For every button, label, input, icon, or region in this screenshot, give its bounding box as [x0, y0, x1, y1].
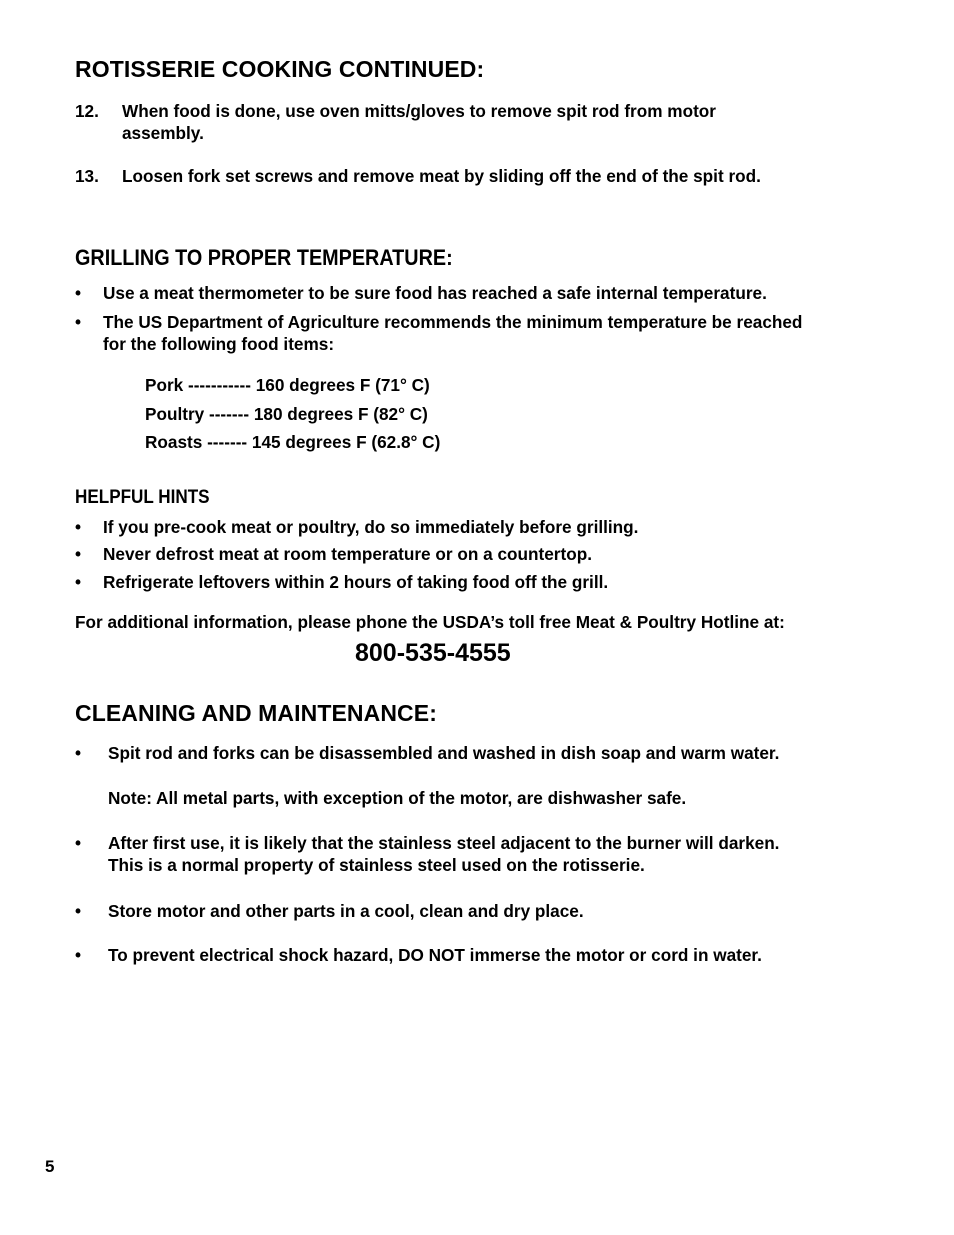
step-text: assembly. — [122, 123, 204, 143]
hotline-phone: 800-535-4555 — [355, 639, 511, 667]
bullet-text: Store motor and other parts in a cool, clean and dry place. — [108, 901, 584, 921]
bullet-text: If you pre-cook meat or poultry, do so immediately before grilling. — [103, 517, 639, 537]
bullet-icon: • — [75, 544, 82, 564]
section-title-cleaning: CLEANING AND MAINTENANCE: — [75, 700, 437, 726]
bullet-text: for the following food items: — [103, 334, 335, 354]
section-title-rotisserie: ROTISSERIE COOKING CONTINUED: — [75, 56, 485, 82]
section-title-grilling: GRILLING TO PROPER TEMPERATURE: — [75, 245, 453, 270]
bullet-icon: • — [75, 283, 82, 303]
temp-line: Poultry ------- 180 degrees F (82° C) — [145, 404, 428, 424]
note-text: Note: All metal parts, with exception of the motor, are dishwasher safe. — [108, 788, 687, 808]
bullet-icon: • — [75, 517, 82, 537]
step-number: 12. — [75, 101, 99, 121]
bullet-icon: • — [75, 945, 82, 965]
bullet-text: The US Department of Agriculture recommends the minimum temperature be reached — [103, 312, 803, 332]
bullet-text: Never defrost meat at room temperature or on a countertop. — [103, 544, 592, 564]
bullet-text: Use a meat thermometer to be sure food has reached a safe internal temperature. — [103, 283, 767, 303]
bullet-icon: • — [75, 312, 82, 332]
section-title-hints: HELPFUL HINTS — [75, 487, 210, 508]
temp-line: Pork ----------- 160 degrees F (71° C) — [145, 375, 430, 395]
temp-line: Roasts ------- 145 degrees F (62.8° C) — [145, 432, 441, 452]
bullet-icon: • — [75, 901, 82, 921]
bullet-text: Refrigerate leftovers within 2 hours of taking food off the grill. — [103, 572, 609, 592]
bullet-icon: • — [75, 743, 82, 763]
step-number: 13. — [75, 166, 99, 186]
hotline-info: For additional information, please phone the USDA’s toll free Meat & Poultry Hotline at: — [75, 612, 785, 632]
page-number: 5 — [45, 1157, 55, 1176]
step-text: When food is done, use oven mitts/gloves to remove spit rod from motor — [122, 101, 716, 121]
step-text: Loosen fork set screws and remove meat by sliding off the end of the spit rod. — [122, 166, 761, 186]
bullet-text: To prevent electrical shock hazard, DO NOT immerse the motor or cord in water. — [108, 945, 762, 965]
bullet-text: Spit rod and forks can be disassembled and washed in dish soap and warm water. — [108, 743, 780, 763]
bullet-text: After first use, it is likely that the stainless steel adjacent to the burner will darken. — [108, 833, 780, 853]
bullet-text: This is a normal property of stainless steel used on the rotisserie. — [108, 855, 645, 875]
bullet-icon: • — [75, 572, 82, 592]
bullet-icon: • — [75, 833, 82, 853]
